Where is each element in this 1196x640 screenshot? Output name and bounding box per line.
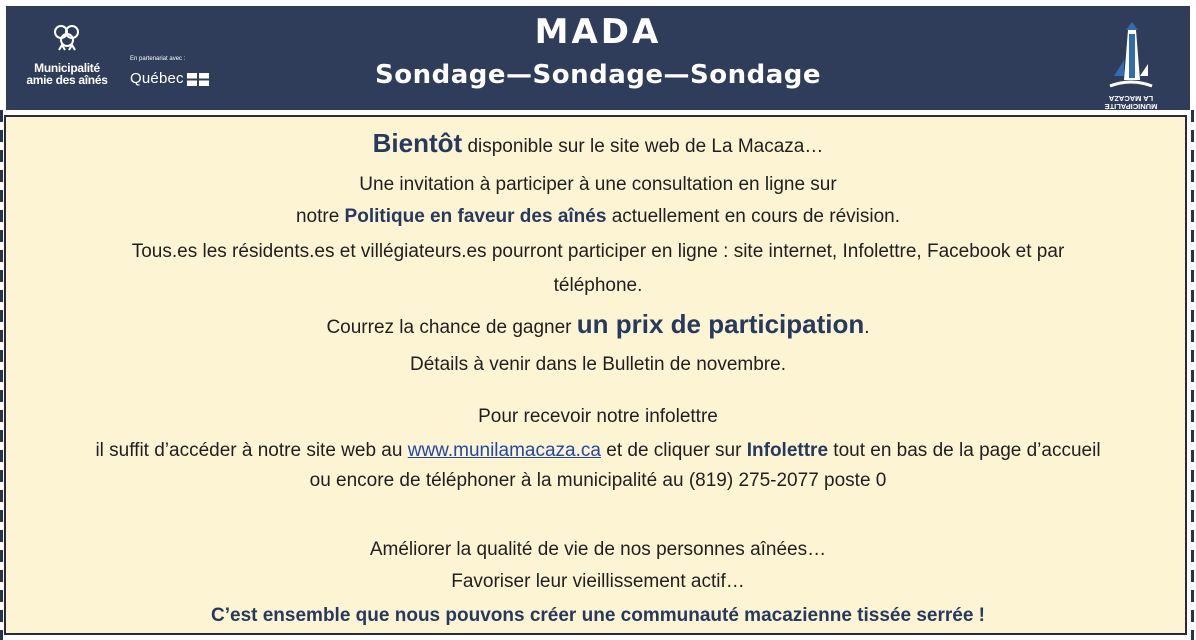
policy-post: actuellement en cours de révision. (606, 206, 901, 227)
partner-label: En partenariat avec : (130, 56, 186, 62)
quebec-wordmark: Québec (130, 70, 184, 87)
line-policy (0, 206, 1196, 228)
website-mid: et de cliquer sur (600, 440, 747, 461)
town-logo-text: MUNICIPALITÉ LA MACAZA (1104, 94, 1158, 111)
line-telephone: téléphone. (553, 275, 643, 296)
prize-post: . (864, 317, 870, 338)
website-pre: il suffit d’accéder à notre site web au (95, 440, 408, 461)
line-website (0, 440, 1196, 462)
website-post: tout en bas de la page d’accueil (828, 440, 1101, 461)
line-details: Détails à venir dans le Bulletin de novembre. (410, 354, 786, 375)
lighthouse-icon (1100, 20, 1162, 92)
line-availability (0, 128, 1196, 159)
prize-highlight: un prix de participation (576, 309, 865, 339)
prize-pre: Courrez la chance de gagner (326, 317, 577, 338)
page-subtitle: Sondage—Sondage—Sondage (375, 60, 821, 90)
line-aging: Favoriser leur vieillissement actif… (451, 571, 745, 592)
infolettre-label: Infolettre (746, 440, 829, 461)
line-newsletter: Pour recevoir notre infolettre (478, 406, 718, 427)
mada-logo-line2: amie des aînés (26, 73, 108, 87)
availability-heading: Bientôt (372, 128, 463, 158)
town-logo (1100, 20, 1162, 111)
line-quality: Améliorer la qualité de vie de nos personnes aînées… (369, 539, 827, 560)
line-participants: Tous.es les résidents.es et villégiateurs.es pourront participer en ligne : site internet, Infolettre, Facebook et par (131, 241, 1065, 262)
availability-text: disponible sur le site web de La Macaza… (462, 136, 824, 157)
policy-pre: notre (295, 206, 345, 227)
line-invitation: Une invitation à participer à une consultation en ligne sur (359, 174, 837, 195)
line-prize (0, 309, 1196, 340)
mada-logo-line1: Municipalité (34, 61, 100, 75)
page-title: MADA (534, 12, 662, 52)
website-link[interactable]: www.munilamacaza.ca (407, 440, 601, 461)
policy-name: Politique en faveur des aînés (344, 206, 607, 227)
line-phone: ou encore de téléphoner à la municipalité au (819) 275-2077 poste 0 (309, 470, 887, 491)
line-closing: C’est ensemble que nous pouvons créer une communauté macazienne tissée serrée ! (211, 605, 985, 626)
